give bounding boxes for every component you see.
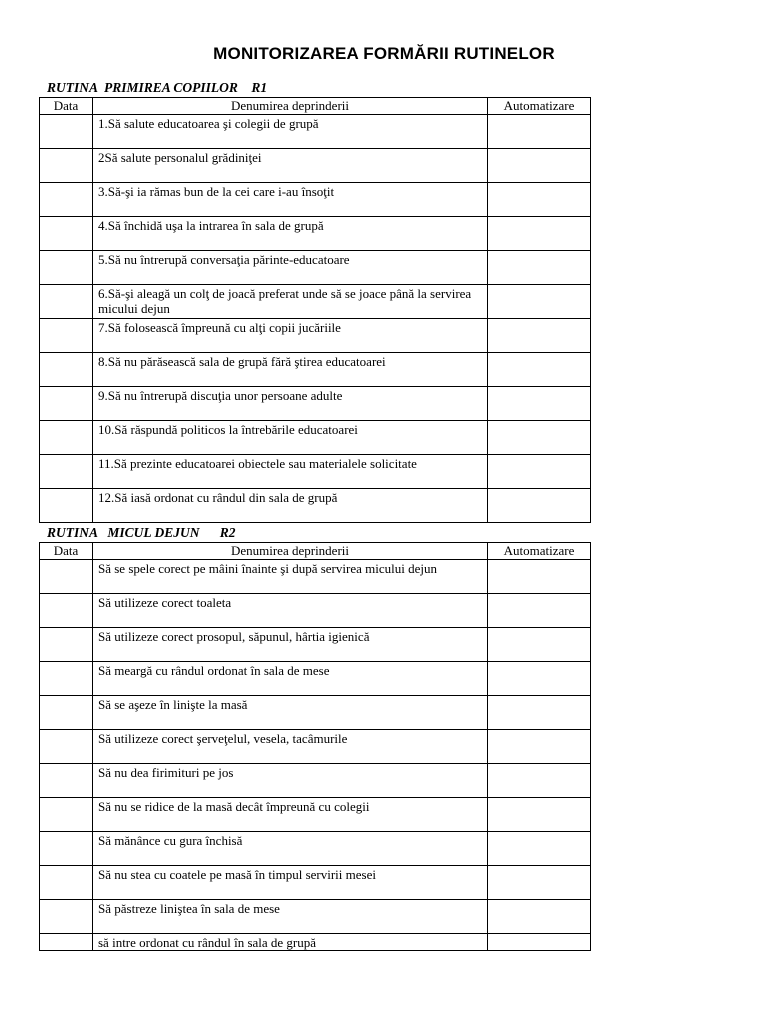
table-row: [40, 730, 591, 764]
skill-cell: 6.Să-şi aleagă un colţ de joacă preferat unde să se joace până la servirea micului dejun: [93, 285, 488, 319]
automation-cell[interactable]: [488, 696, 591, 730]
date-cell[interactable]: [40, 421, 93, 455]
date-cell[interactable]: [40, 115, 93, 149]
skill-cell: 9.Să nu întrerupă discuţia unor persoane adulte: [93, 387, 488, 421]
automation-cell[interactable]: [488, 662, 591, 696]
skill-cell: Să se spele corect pe mâini înainte şi după servirea micului dejun: [93, 560, 488, 594]
automation-cell[interactable]: [488, 387, 591, 421]
skill-cell: 10.Să răspundă politicos la întrebările educatoarei: [93, 421, 488, 455]
automation-cell[interactable]: [488, 183, 591, 217]
table-row: [40, 628, 591, 662]
section-heading-r2: RUTINA MICUL DEJUN R2: [47, 525, 236, 540]
date-cell[interactable]: [40, 730, 93, 764]
table-row: [40, 183, 591, 217]
skill-cell: 4.Să închidă uşa la intrarea în sala de grupă: [93, 217, 488, 251]
date-cell[interactable]: [40, 455, 93, 489]
skill-cell: Să mănânce cu gura închisă: [93, 832, 488, 866]
skill-cell: Să utilizeze corect prosopul, săpunul, hârtia igienică: [93, 628, 488, 662]
table-row: [40, 285, 591, 319]
table-row: [40, 696, 591, 730]
column-header-automation: Automatizare: [488, 543, 591, 560]
skill-cell: Să nu se ridice de la masă decât împreună cu colegii: [93, 798, 488, 832]
date-cell[interactable]: [40, 662, 93, 696]
date-cell[interactable]: [40, 217, 93, 251]
table-row: [40, 489, 591, 523]
routine-table-r2: [39, 542, 591, 951]
automation-cell[interactable]: [488, 560, 591, 594]
date-cell[interactable]: [40, 251, 93, 285]
skill-cell: 7.Să folosească împreună cu alţi copii jucăriile: [93, 319, 488, 353]
table-header-row: [40, 98, 591, 115]
skill-cell: să intre ordonat cu rândul în sala de grupă: [93, 934, 488, 951]
date-cell[interactable]: [40, 149, 93, 183]
date-cell[interactable]: [40, 183, 93, 217]
skill-cell: 12.Să iasă ordonat cu rândul din sala de grupă: [93, 489, 488, 523]
automation-cell[interactable]: [488, 934, 591, 951]
table-row: [40, 934, 591, 951]
column-header-automation: Automatizare: [488, 98, 591, 115]
date-cell[interactable]: [40, 764, 93, 798]
date-cell[interactable]: [40, 696, 93, 730]
automation-cell[interactable]: [488, 764, 591, 798]
skill-cell: 8.Să nu părăsească sala de grupă fără ştirea educatoarei: [93, 353, 488, 387]
table-row: [40, 251, 591, 285]
column-header-skill: Denumirea deprinderii: [93, 543, 488, 560]
date-cell[interactable]: [40, 319, 93, 353]
skill-cell: 3.Să-şi ia rămas bun de la cei care i-au însoţit: [93, 183, 488, 217]
skill-cell: Să meargă cu rândul ordonat în sala de mese: [93, 662, 488, 696]
table-row: [40, 764, 591, 798]
date-cell[interactable]: [40, 594, 93, 628]
skill-cell: Să se aşeze în linişte la masă: [93, 696, 488, 730]
page-title: MONITORIZAREA FORMĂRII RUTINELOR: [213, 44, 555, 63]
automation-cell[interactable]: [488, 285, 591, 319]
table-row: [40, 319, 591, 353]
automation-cell[interactable]: [488, 421, 591, 455]
automation-cell[interactable]: [488, 319, 591, 353]
automation-cell[interactable]: [488, 115, 591, 149]
skill-cell: 1.Să salute educatoarea şi colegii de grupă: [93, 115, 488, 149]
skill-cell: Să utilizeze corect toaleta: [93, 594, 488, 628]
column-header-date: Data: [40, 98, 93, 115]
date-cell[interactable]: [40, 832, 93, 866]
skill-cell: Să nu dea firimituri pe jos: [93, 764, 488, 798]
automation-cell[interactable]: [488, 149, 591, 183]
automation-cell[interactable]: [488, 866, 591, 900]
table-row: [40, 900, 591, 934]
date-cell[interactable]: [40, 900, 93, 934]
automation-cell[interactable]: [488, 594, 591, 628]
automation-cell[interactable]: [488, 353, 591, 387]
date-cell[interactable]: [40, 866, 93, 900]
table-header-row: [40, 543, 591, 560]
date-cell[interactable]: [40, 628, 93, 662]
column-header-skill: Denumirea deprinderii: [93, 98, 488, 115]
table-row: [40, 353, 591, 387]
date-cell[interactable]: [40, 489, 93, 523]
automation-cell[interactable]: [488, 455, 591, 489]
table-row: [40, 866, 591, 900]
automation-cell[interactable]: [488, 730, 591, 764]
table-row: [40, 421, 591, 455]
table-row: [40, 594, 591, 628]
skill-cell: Să păstreze liniştea în sala de mese: [93, 900, 488, 934]
automation-cell[interactable]: [488, 900, 591, 934]
table-row: [40, 149, 591, 183]
routine-table-r1: [39, 97, 591, 523]
column-header-date: Data: [40, 543, 93, 560]
skill-cell: Să nu stea cu coatele pe masă în timpul servirii mesei: [93, 866, 488, 900]
table-row: [40, 798, 591, 832]
table-row: [40, 217, 591, 251]
skill-cell: 11.Să prezinte educatoarei obiectele sau materialele solicitate: [93, 455, 488, 489]
date-cell[interactable]: [40, 353, 93, 387]
table-row: [40, 832, 591, 866]
automation-cell[interactable]: [488, 217, 591, 251]
automation-cell[interactable]: [488, 628, 591, 662]
date-cell[interactable]: [40, 560, 93, 594]
date-cell[interactable]: [40, 798, 93, 832]
skill-cell: 5.Să nu întrerupă conversaţia părinte-educatoare: [93, 251, 488, 285]
date-cell[interactable]: [40, 934, 93, 951]
table-row: [40, 560, 591, 594]
section-heading-r1: RUTINA PRIMIREA COPIILOR R1: [47, 80, 268, 95]
table-row: [40, 115, 591, 149]
date-cell[interactable]: [40, 285, 93, 319]
table-row: [40, 387, 591, 421]
skill-cell: Să utilizeze corect şerveţelul, vesela, tacâmurile: [93, 730, 488, 764]
automation-cell[interactable]: [488, 832, 591, 866]
table-row: [40, 455, 591, 489]
automation-cell[interactable]: [488, 489, 591, 523]
skill-cell: 2Să salute personalul grădiniţei: [93, 149, 488, 183]
automation-cell[interactable]: [488, 251, 591, 285]
date-cell[interactable]: [40, 387, 93, 421]
table-row: [40, 662, 591, 696]
automation-cell[interactable]: [488, 798, 591, 832]
